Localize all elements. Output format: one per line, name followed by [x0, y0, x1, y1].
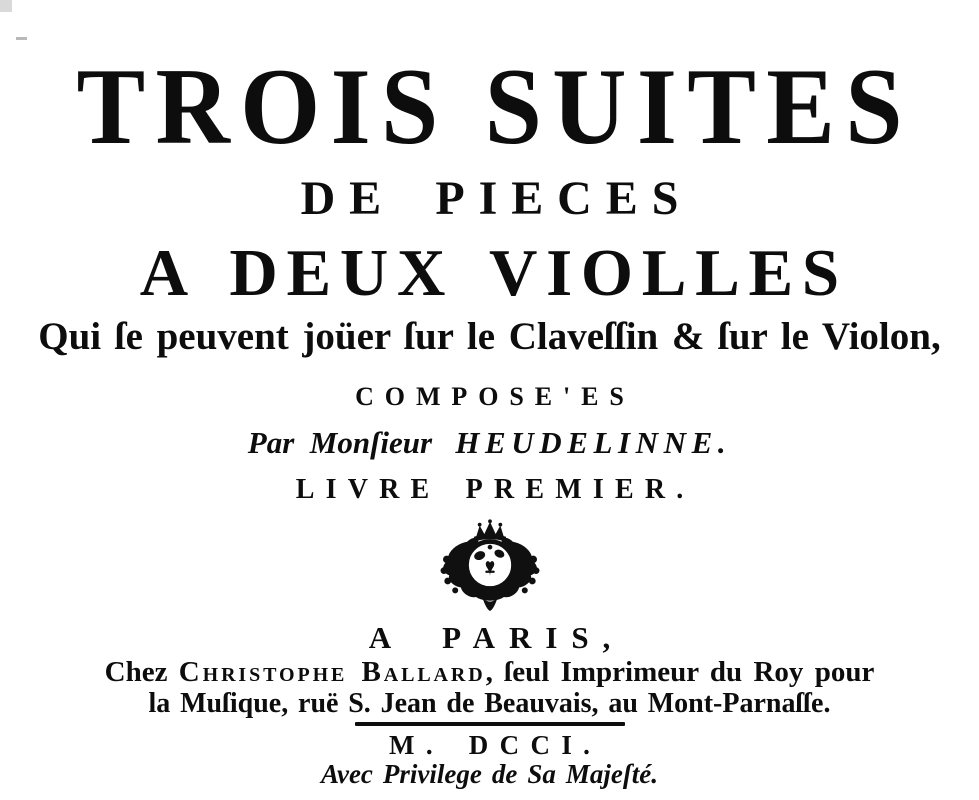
publisher-rest: , ſeul Imprimeur du Roy pour: [485, 656, 875, 688]
book-number: LIVRE PREMIER.: [295, 474, 695, 505]
crowned-globe-fleur-de-lis-icon: [438, 518, 542, 612]
divider-rule: [355, 722, 625, 726]
title-line-a-deux-violles: A DEUX VIOLLES: [139, 236, 848, 310]
publisher-name: Christophe Ballard: [178, 656, 486, 688]
imprint-date: M. DCCI.: [389, 730, 602, 760]
byline-prefix: Par Monſieur: [247, 425, 433, 460]
subtitle: Qui ſe peuvent joüer ſur le Claveſſin & ſur le Violon,: [38, 315, 941, 358]
publisher-line: [105, 658, 875, 687]
imprint-place: A PARIS,: [368, 620, 625, 655]
composer-name: HEUDELINNE.: [455, 425, 732, 460]
main-title: TROIS SUITES: [76, 46, 913, 168]
title-line-de-pieces: DE PIECES: [300, 172, 693, 225]
publisher-address: la Muſique, ruë S. Jean de Beauvais, au Mont-Parnaſſe.: [148, 688, 831, 719]
publisher-prefix: Chez: [104, 656, 168, 688]
composed-label: COMPOSE'ES: [355, 382, 635, 411]
byline: [248, 427, 731, 458]
privilege-line: Avec Privilege de Sa Majeſté.: [320, 759, 659, 789]
printer-device-ornament: [438, 518, 542, 612]
